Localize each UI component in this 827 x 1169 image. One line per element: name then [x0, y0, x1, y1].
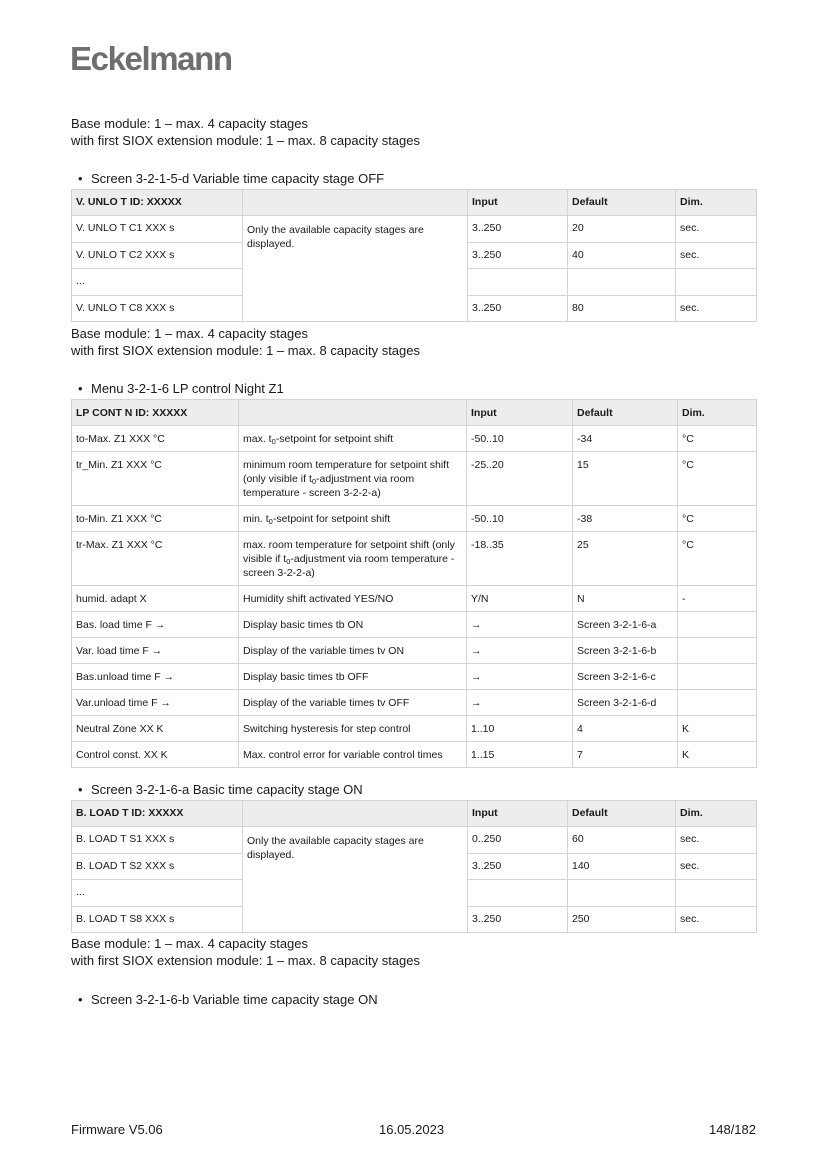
dimension: °C: [678, 506, 757, 532]
header-default: Default: [573, 400, 678, 426]
default-value: 4: [573, 716, 678, 742]
description-text: minimum room temperature for setpoint shift (only visible if t: [243, 459, 449, 485]
param-name: tr-Max. Z1 XXX °C: [72, 532, 239, 586]
default-value: 15: [573, 452, 678, 506]
default-value: N: [573, 586, 678, 612]
default-value: 60: [568, 827, 676, 853]
input-range: -18..35: [467, 532, 573, 586]
input-range: 0..250: [468, 827, 568, 853]
description: [239, 690, 467, 716]
table-basic-load-times: [71, 800, 757, 933]
header-dim: Dim.: [678, 400, 757, 426]
input-range: [468, 880, 568, 906]
description-text: min. t: [243, 513, 269, 525]
description-text: Display basic times tb OFF: [243, 671, 369, 683]
default-value: Screen 3-2-1-6-a: [573, 612, 678, 638]
table-header-row: [72, 400, 757, 426]
capacity-note-3: [71, 935, 420, 969]
table-header-row: [72, 190, 757, 216]
bullet-text: Screen 3-2-1-5-d Variable time capacity stage OFF: [91, 171, 385, 186]
default-value: -34: [573, 426, 678, 452]
dimension: sec.: [676, 906, 757, 932]
footer-page-number: 148/182: [709, 1122, 756, 1137]
dimension: sec.: [676, 216, 757, 242]
default-value: Screen 3-2-1-6-c: [573, 664, 678, 690]
note-line-1: Base module: 1 – max. 4 capacity stages: [71, 116, 309, 131]
param-name: V. UNLO T C1 XXX s: [72, 216, 243, 242]
dimension: °C: [678, 452, 757, 506]
input-range: 3..250: [468, 853, 568, 879]
header-dim: Dim.: [676, 190, 757, 216]
table-variable-unload-times: [71, 189, 757, 322]
bullet-dot: •: [78, 992, 83, 1007]
bullet-screen-3-2-1-6-b: [78, 991, 378, 1008]
eckelmann-logo: Eckelmann: [70, 40, 232, 77]
note-line-2: with first SIOX extension module: 1 – max. 8 capacity stages: [71, 953, 420, 968]
header-default: Default: [568, 801, 676, 827]
dimension: [676, 269, 757, 295]
description-text: -setpoint for setpoint shift: [272, 513, 391, 525]
default-value: [568, 269, 676, 295]
table-row: [72, 716, 757, 742]
footer-firmware: Firmware V5.06: [71, 1122, 163, 1137]
description: [239, 586, 467, 612]
param-name: V. UNLO T C8 XXX s: [72, 295, 243, 321]
input-range: →: [467, 612, 573, 638]
param-name: Bas.unload time F →: [72, 664, 239, 690]
table-row: [72, 612, 757, 638]
dimension: [678, 690, 757, 716]
dimension: sec.: [676, 295, 757, 321]
default-value: 250: [568, 906, 676, 932]
param-name: V. UNLO T C2 XXX s: [72, 242, 243, 268]
description: [239, 426, 467, 452]
table-row: [72, 452, 757, 506]
header-description: [243, 801, 468, 827]
bullet-dot: •: [78, 171, 83, 186]
default-value: 80: [568, 295, 676, 321]
capacity-note-2: [71, 325, 420, 359]
description: [239, 612, 467, 638]
input-range: [468, 269, 568, 295]
header-input: Input: [468, 190, 568, 216]
description: [239, 716, 467, 742]
default-value: 40: [568, 242, 676, 268]
description: [239, 742, 467, 768]
note-cell: Only the available capacity stages are displayed.: [243, 827, 468, 933]
table-row: [72, 742, 757, 768]
input-range: Y/N: [467, 586, 573, 612]
header-id: B. LOAD T ID: XXXXX: [72, 801, 243, 827]
param-name: tr_Min. Z1 XXX °C: [72, 452, 239, 506]
default-value: 140: [568, 853, 676, 879]
dimension: -: [678, 586, 757, 612]
bullet-screen-3-2-1-6-a: [78, 781, 363, 798]
dimension: °C: [678, 426, 757, 452]
input-range: -50..10: [467, 426, 573, 452]
header-description: [243, 190, 468, 216]
default-value: 20: [568, 216, 676, 242]
param-name: B. LOAD T S8 XXX s: [72, 906, 243, 932]
param-name: to-Max. Z1 XXX °C: [72, 426, 239, 452]
dimension: [678, 638, 757, 664]
param-name: Control const. XX K: [72, 742, 239, 768]
dimension: sec.: [676, 242, 757, 268]
param-name: to-Min. Z1 XXX °C: [72, 506, 239, 532]
input-range: 1..10: [467, 716, 573, 742]
param-name: B. LOAD T S1 XXX s: [72, 827, 243, 853]
input-range: 3..250: [468, 906, 568, 932]
bullet-dot: •: [78, 782, 83, 797]
note-line-1: Base module: 1 – max. 4 capacity stages: [71, 936, 309, 951]
description-text: Switching hysteresis for step control: [243, 723, 411, 735]
default-value: [568, 880, 676, 906]
description-text: max. room temperature for setpoint shift (only visible if t: [243, 539, 455, 565]
table-row: [72, 426, 757, 452]
bullet-screen-3-2-1-5-d: [78, 170, 384, 187]
table-row: [72, 506, 757, 532]
dimension: K: [678, 742, 757, 768]
description: [239, 506, 467, 532]
subscript: 0: [286, 557, 291, 566]
table-row: [72, 664, 757, 690]
input-range: 3..250: [468, 242, 568, 268]
default-value: -38: [573, 506, 678, 532]
subscript: 0: [271, 437, 276, 446]
table-row: [72, 638, 757, 664]
header-dim: Dim.: [676, 801, 757, 827]
dimension: sec.: [676, 827, 757, 853]
header-description: [239, 400, 467, 426]
param-name: Var. load time F →: [72, 638, 239, 664]
dimension: [678, 612, 757, 638]
table-header-row: [72, 801, 757, 827]
param-name: Bas. load time F →: [72, 612, 239, 638]
dimension: °C: [678, 532, 757, 586]
table-lp-control-night: [71, 399, 757, 768]
description: [239, 452, 467, 506]
header-input: Input: [467, 400, 573, 426]
table-row: [72, 216, 757, 242]
input-range: →: [467, 690, 573, 716]
input-range: 3..250: [468, 216, 568, 242]
description: [239, 638, 467, 664]
note-line-2: with first SIOX extension module: 1 – max. 8 capacity stages: [71, 133, 420, 148]
table-row: [72, 532, 757, 586]
default-value: 7: [573, 742, 678, 768]
description-text: -setpoint for setpoint shift: [275, 433, 394, 445]
note-line-2: with first SIOX extension module: 1 – max. 8 capacity stages: [71, 343, 420, 358]
description-text: Display basic times tb ON: [243, 619, 364, 631]
param-name: Neutral Zone XX K: [72, 716, 239, 742]
description-text: Display of the variable times tv ON: [243, 645, 405, 657]
bullet-dot: •: [78, 381, 83, 396]
table-row: [72, 827, 757, 853]
param-name: ...: [72, 880, 243, 906]
default-value: Screen 3-2-1-6-d: [573, 690, 678, 716]
param-name: Var.unload time F →: [72, 690, 239, 716]
dimension: [678, 664, 757, 690]
default-value: Screen 3-2-1-6-b: [573, 638, 678, 664]
default-value: 25: [573, 532, 678, 586]
header-id: V. UNLO T ID: XXXXX: [72, 190, 243, 216]
bullet-text: Screen 3-2-1-6-b Variable time capacity stage ON: [91, 992, 378, 1007]
table-row: [72, 586, 757, 612]
description-text: Display of the variable times tv OFF: [243, 697, 410, 709]
description-text: Max. control error for variable control times: [243, 749, 443, 761]
description-text: Humidity shift activated YES/NO: [243, 593, 394, 605]
table-body: [72, 426, 757, 768]
subscript: 0: [311, 477, 317, 486]
header-id: LP CONT N ID: XXXXX: [72, 400, 239, 426]
input-range: →: [467, 664, 573, 690]
table-row: [72, 690, 757, 716]
bullet-text: Screen 3-2-1-6-a Basic time capacity stage ON: [91, 782, 363, 797]
input-range: 1..15: [467, 742, 573, 768]
description: [239, 532, 467, 586]
header-default: Default: [568, 190, 676, 216]
dimension: K: [678, 716, 757, 742]
input-range: -25..20: [467, 452, 573, 506]
description-text: -adjustment via room temperature - screen 3-2-2-a): [243, 553, 455, 579]
input-range: →: [467, 638, 573, 664]
header-input: Input: [468, 801, 568, 827]
param-name: humid. adapt X: [72, 586, 239, 612]
description-text: -adjustment via room temperature - screen 3-2-2-a): [243, 473, 415, 499]
input-range: -50..10: [467, 506, 573, 532]
bullet-menu-3-2-1-6: [78, 380, 284, 397]
description-text: max. t: [243, 433, 272, 445]
note-cell: Only the available capacity stages are displayed.: [243, 216, 468, 322]
param-name: B. LOAD T S2 XXX s: [72, 853, 243, 879]
dimension: [676, 880, 757, 906]
bullet-text: Menu 3-2-1-6 LP control Night Z1: [91, 381, 284, 396]
description: [239, 664, 467, 690]
dimension: sec.: [676, 853, 757, 879]
input-range: 3..250: [468, 295, 568, 321]
param-name: ...: [72, 269, 243, 295]
note-line-1: Base module: 1 – max. 4 capacity stages: [71, 326, 309, 341]
capacity-note-1: [71, 115, 420, 149]
footer-date: 16.05.2023: [379, 1122, 445, 1137]
subscript: 0: [268, 517, 273, 526]
